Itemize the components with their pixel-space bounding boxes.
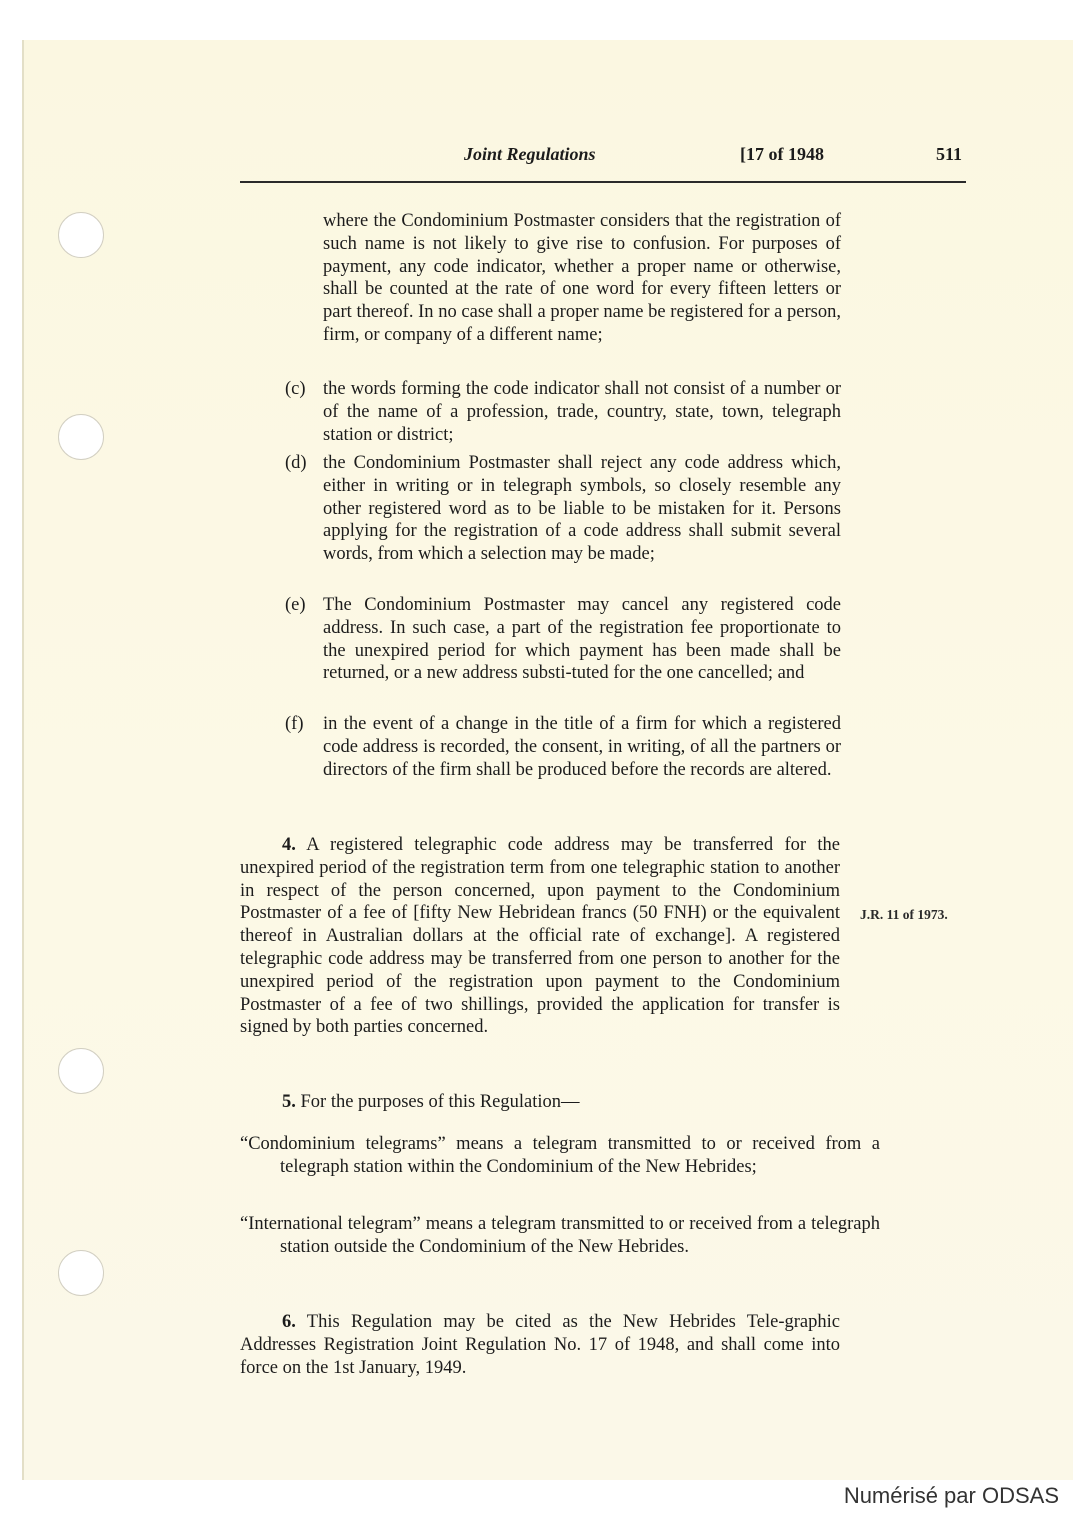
page-number: 511 [935, 144, 962, 164]
section-5-number: 5. [282, 1092, 296, 1112]
definition-condominium-telegrams: “Condominium telegrams” means a telegram transmitted to or received from a telegraph station within the Condominium of the New Hebrides; [240, 1134, 880, 1177]
punch-hole [58, 212, 104, 258]
section-6 [240, 1311, 840, 1379]
item-text-d: the Condominium Postmaster shall reject any code address which, either in writing or in telegraph symbols, so closely resemble any other registered word as to be liable to be mistaken for it. Persons applying for the registration of a code address shall submit several words, from which a selection may be made; [323, 453, 841, 565]
header-title: Joint Regulations [464, 144, 596, 164]
margin-note: J.R. 11 of 1973. [860, 907, 948, 922]
punch-hole [58, 1250, 104, 1296]
item-text-f: in the event of a change in the title of a firm for which a registered code address is recorded, the consent, in writing, of all the partners or directors of the firm shall be produced before the records are altered. [323, 714, 841, 780]
continuation-paragraph: where the Condominium Postmaster considers that the registration of such name is not likely to give rise to confusion. For purposes of payment, any code indicator, whether a proper name or otherwise, shall be counted at the rate of one word for every fifteen letters or part thereof. In no case shall a proper name be registered for a person, firm, or company of a different name; [323, 211, 841, 345]
running-header [240, 140, 966, 180]
definition-international-telegram: “International telegram” means a telegram transmitted to or received from a telegraph station outside the Condominium of the New Hebrides. [240, 1214, 880, 1257]
section-4-number: 4. [282, 835, 296, 855]
item-label-d: (d) [285, 453, 307, 473]
section-5-text: For the purposes of this Regulation— [300, 1092, 580, 1112]
section-4-text: A registered telegraphic code address may be transferred for the unexpired period of the registration term from one telegraphic station to another in respect of the person concerned, upon payment to the Condominium Postmaster of a fee of [fifty New Hebridean francs (50 FNH) or the equivalent thereof in Australian dollars at the official rate of exchange]. A registered telegraphic code address may be transferred from one person to another for the unexpired period of the registration upon payment to the Condominium Postmaster of a fee of two shillings, provided the application for transfer is signed by both parties concerned. [240, 835, 841, 1038]
section-5 [282, 1091, 842, 1114]
section-4 [240, 834, 840, 1039]
item-text-c: the words forming the code indicator shall not consist of a number or of the name of a profession, trade, country, state, town, telegraph station or district; [323, 379, 841, 445]
header-act-reference: [17 of 1948 [740, 144, 824, 164]
punch-hole [58, 414, 104, 460]
item-text-e: The Condominium Postmaster may cancel any registered code address. In such case, a part of the registration fee proportionate to the unexpired period for which payment has been made shall be returned, or a new address substi-tuted for the one cancelled; and [323, 595, 841, 684]
item-label-f: (f) [285, 714, 304, 734]
item-label-c: (c) [285, 379, 306, 399]
item-label-e: (e) [285, 595, 306, 615]
header-rule [240, 181, 966, 183]
punch-hole [58, 1048, 104, 1094]
section-6-number: 6. [282, 1312, 296, 1332]
page-edge [22, 40, 24, 1480]
section-6-text: This Regulation may be cited as the New Hebrides Tele-graphic Addresses Registration Joint Regulation No. 17 of 1948, and shall come into force on the 1st January, 1949. [240, 1312, 840, 1378]
digitization-watermark: Numérisé par ODSAS [843, 1483, 1059, 1508]
